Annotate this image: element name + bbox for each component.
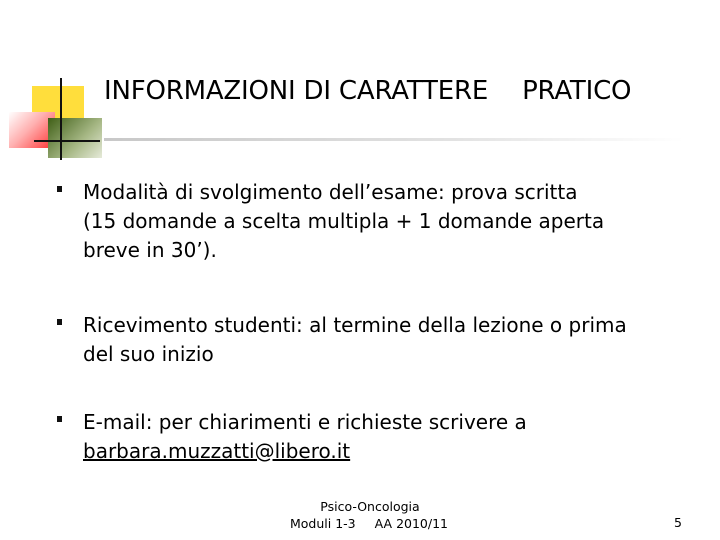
footer-year: AA 2010/11 — [374, 516, 448, 531]
slide-title — [104, 76, 704, 106]
title-decoration — [0, 0, 110, 170]
decor-horizontal-line — [34, 140, 100, 142]
bullet-marker — [57, 416, 62, 422]
bullet-text — [83, 408, 643, 466]
footer-modules: Moduli 1-3 — [290, 516, 356, 531]
footer-course: Psico-Oncologia — [320, 499, 420, 514]
decor-vertical-line — [60, 78, 62, 160]
page-number: 5 — [674, 515, 682, 530]
email-link[interactable]: barbara.muzzatti@libero.it — [83, 439, 351, 463]
bullet-marker — [57, 319, 62, 325]
bullet-text-line: Modalità di svolgimento dell’esame: prova scritta — [83, 180, 578, 204]
title-underline — [104, 138, 684, 141]
bullet-text-line: E-mail: per chiarimenti e richieste scrivere a — [83, 410, 527, 434]
bullet-text-line: del suo inizio — [83, 342, 214, 366]
slide-title-part2: PRATICO — [522, 76, 632, 106]
bullet-marker — [57, 186, 62, 192]
bullet-text-line: (15 domande a scelta multipla + 1 domande aperta — [83, 209, 605, 233]
slide-footer — [270, 498, 470, 532]
decor-green-square — [48, 118, 102, 158]
bullet-text — [83, 178, 643, 265]
slide-title-part1: INFORMAZIONI DI CARATTERE — [104, 76, 489, 106]
bullet-text-line: breve in 30’). — [83, 238, 217, 262]
bullet-text — [83, 311, 643, 369]
bullet-text-line: Ricevimento studenti: al termine della lezione o prima — [83, 313, 627, 337]
